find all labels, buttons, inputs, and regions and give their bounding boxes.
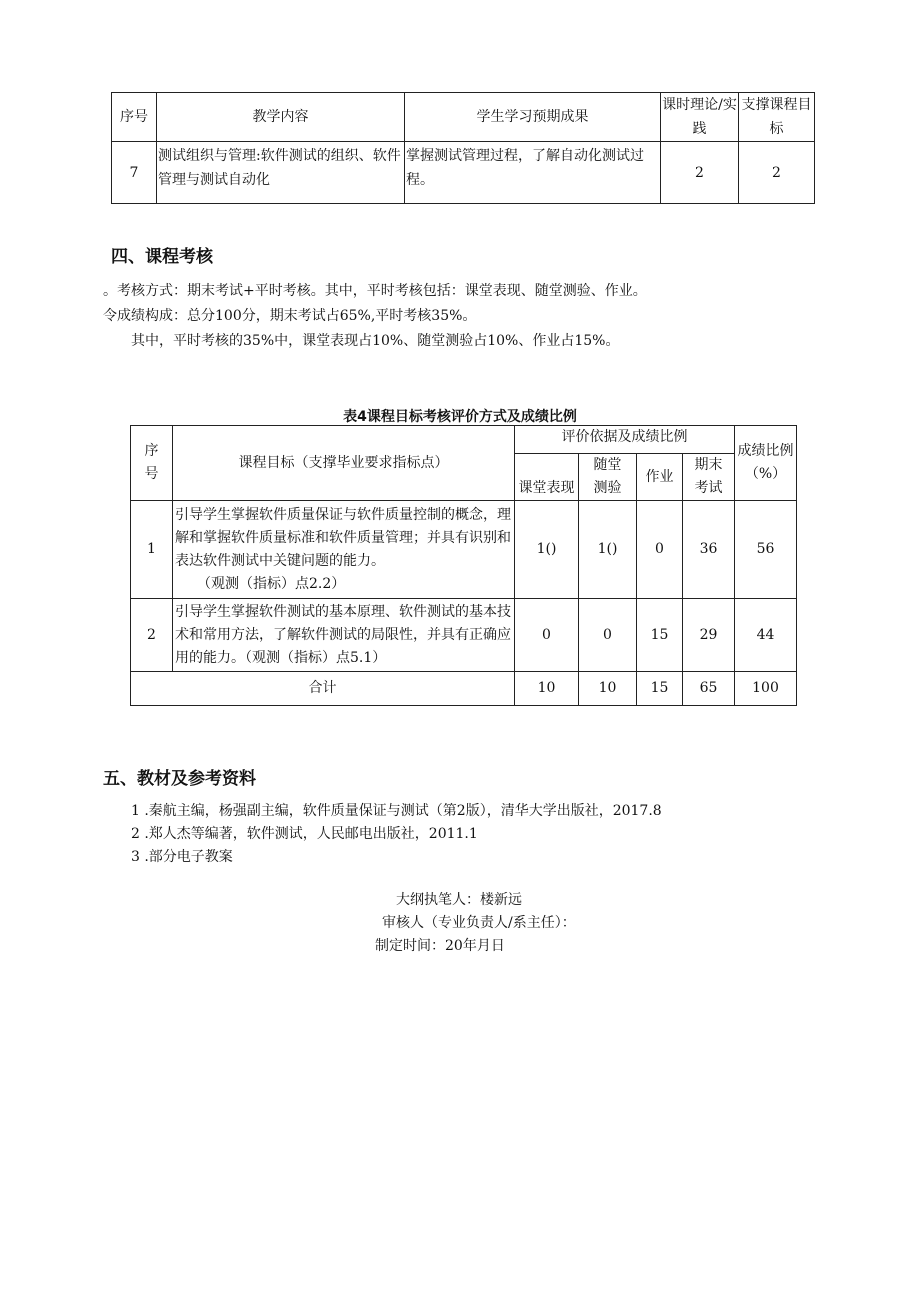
outline-writer: 大纲执笔人：楼新远 <box>396 892 522 908</box>
total-row <box>131 672 797 706</box>
row-final: 36 <box>683 501 735 599</box>
header-target: 支撑课程目标 <box>739 93 815 142</box>
row-ratio: 44 <box>735 599 797 672</box>
teaching-content-table <box>111 92 815 204</box>
header-ratio: 成绩比例（%） <box>735 426 797 501</box>
header-homework: 作业 <box>637 454 683 501</box>
row-goal-point: （观测（指标）点2.2） <box>197 575 346 592</box>
reference-item: 2 .郑人杰等编著，软件测试，人民邮电出版社，2011.1 <box>131 826 478 842</box>
grade-composition: 令成绩构成：总分100分，期末考试占65%,平时考核35%。 <box>103 308 477 324</box>
header-content: 教学内容 <box>157 93 405 142</box>
row-no: 2 <box>131 599 173 672</box>
header-quiz: 随堂测验 <box>579 454 637 501</box>
table-row <box>112 142 815 204</box>
row-hours: 2 <box>661 142 739 204</box>
row-quiz: 1() <box>579 501 637 599</box>
table-row <box>131 501 797 599</box>
header-goal: 课程目标（支撑毕业要求指标点） <box>173 426 515 501</box>
outline-reviewer: 审核人（专业负责人/系主任）： <box>382 915 576 931</box>
usual-grade-breakdown: 其中，平时考核的35%中，课堂表现占10%、随堂测验占10%、作业占15%。 <box>131 333 620 349</box>
section-title-references: 五、教材及参考资料 <box>103 769 256 789</box>
table-header-row <box>131 426 797 454</box>
header-outcome: 学生学习预期成果 <box>405 93 661 142</box>
row-class: 0 <box>515 599 579 672</box>
row-outcome: 掌握测试管理过程，了解自动化测试过程。 <box>405 142 661 204</box>
total-class: 10 <box>515 672 579 706</box>
header-basis: 评价依据及成绩比例 <box>515 426 735 454</box>
row-no: 7 <box>112 142 157 204</box>
row-homework: 15 <box>637 599 683 672</box>
row-goal <box>173 501 515 599</box>
total-final: 65 <box>683 672 735 706</box>
total-label: 合计 <box>131 672 515 706</box>
row-final: 29 <box>683 599 735 672</box>
table-row <box>131 599 797 672</box>
total-quiz: 10 <box>579 672 637 706</box>
header-final: 期末考试 <box>683 454 735 501</box>
total-ratio: 100 <box>735 672 797 706</box>
header-no: 序号 <box>112 93 157 142</box>
header-no: 序号 <box>131 426 173 501</box>
row-no: 1 <box>131 501 173 599</box>
row-target: 2 <box>739 142 815 204</box>
reference-item: 1 .秦航主编，杨强副主编，软件质量保证与测试（第2版），清华大学出版社，2017.8 <box>131 803 662 819</box>
assessment-method: 。考核方式：期末考试+平时考核。其中，平时考核包括：课堂表现、随堂测验、作业。 <box>103 283 647 299</box>
outline-date: 制定时间：20年月日 <box>375 938 505 954</box>
row-quiz: 0 <box>579 599 637 672</box>
header-hours: 课时理论/实践 <box>661 93 739 142</box>
header-class: 课堂表现 <box>515 454 579 501</box>
row-homework: 0 <box>637 501 683 599</box>
row-content: 测试组织与管理:软件测试的组织、软件管理与测试自动化 <box>157 142 405 204</box>
table-header-row <box>112 93 815 142</box>
assessment-table <box>130 425 797 706</box>
reference-item: 3 .部分电子教案 <box>131 849 233 865</box>
total-homework: 15 <box>637 672 683 706</box>
row-ratio: 56 <box>735 501 797 599</box>
row-class: 1() <box>515 501 579 599</box>
row-goal-text: 引导学生掌握软件质量保证与软件质量控制的概念，理解和掌握软件质量标准和软件质量管理；并具有识别和表达软件测试中关键问题的能力。 <box>175 506 511 569</box>
row-goal: 引导学生掌握软件测试的基本原理、软件测试的基本技术和常用方法，了解软件测试的局限性，并具有正确应用的能力。（观测（指标）点5.1） <box>173 599 515 672</box>
table-caption: 表4课程目标考核评价方式及成绩比例 <box>343 409 577 425</box>
section-title-assessment: 四、课程考核 <box>111 247 213 267</box>
